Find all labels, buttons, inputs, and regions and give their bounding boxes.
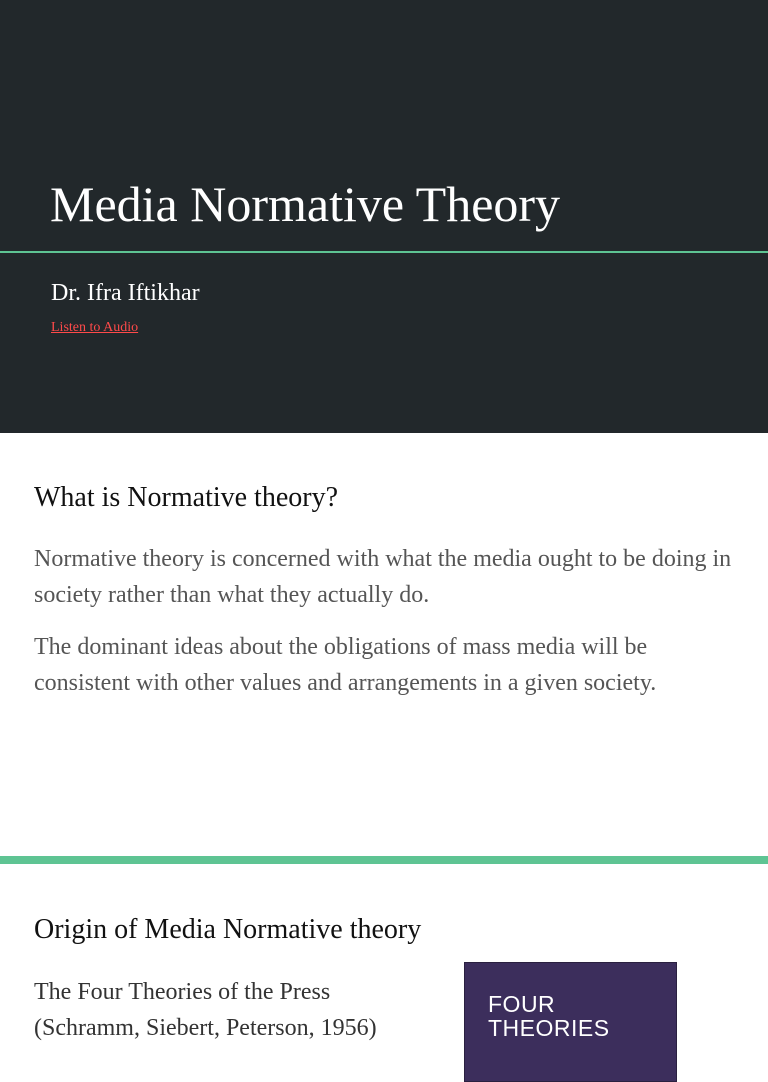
slide-divider — [0, 856, 768, 864]
book-authors-line: (Schramm, Siebert, Peterson, 1956) — [34, 1015, 377, 1041]
origin-slide — [0, 864, 768, 1041]
paragraph: Normative theory is concerned with what the media ought to be doing in society rather than what they actually do. — [34, 546, 732, 608]
title-slide — [0, 0, 768, 433]
title-divider — [0, 251, 768, 253]
slide-title: Media Normative Theory — [50, 176, 561, 232]
book-cover-image — [464, 962, 677, 1082]
book-title-line: The Four Theories of the Press — [34, 979, 331, 1005]
slide-heading: Origin of Media Normative theory — [34, 914, 422, 945]
author-name: Dr. Ifra Iftikhar — [51, 280, 200, 306]
listen-to-audio-link[interactable]: Listen to Audio — [51, 320, 139, 335]
normative-theory-slide — [0, 433, 768, 856]
book-cover-line: FOUR — [488, 991, 556, 1017]
book-reference-text — [34, 974, 454, 1046]
book-cover-line: THEORIES — [488, 1015, 610, 1041]
paragraph: The dominant ideas about the obligations of mass media will be consistent with other values and arrangements in a given society. — [34, 634, 657, 696]
slide-heading: What is Normative theory? — [34, 482, 339, 513]
